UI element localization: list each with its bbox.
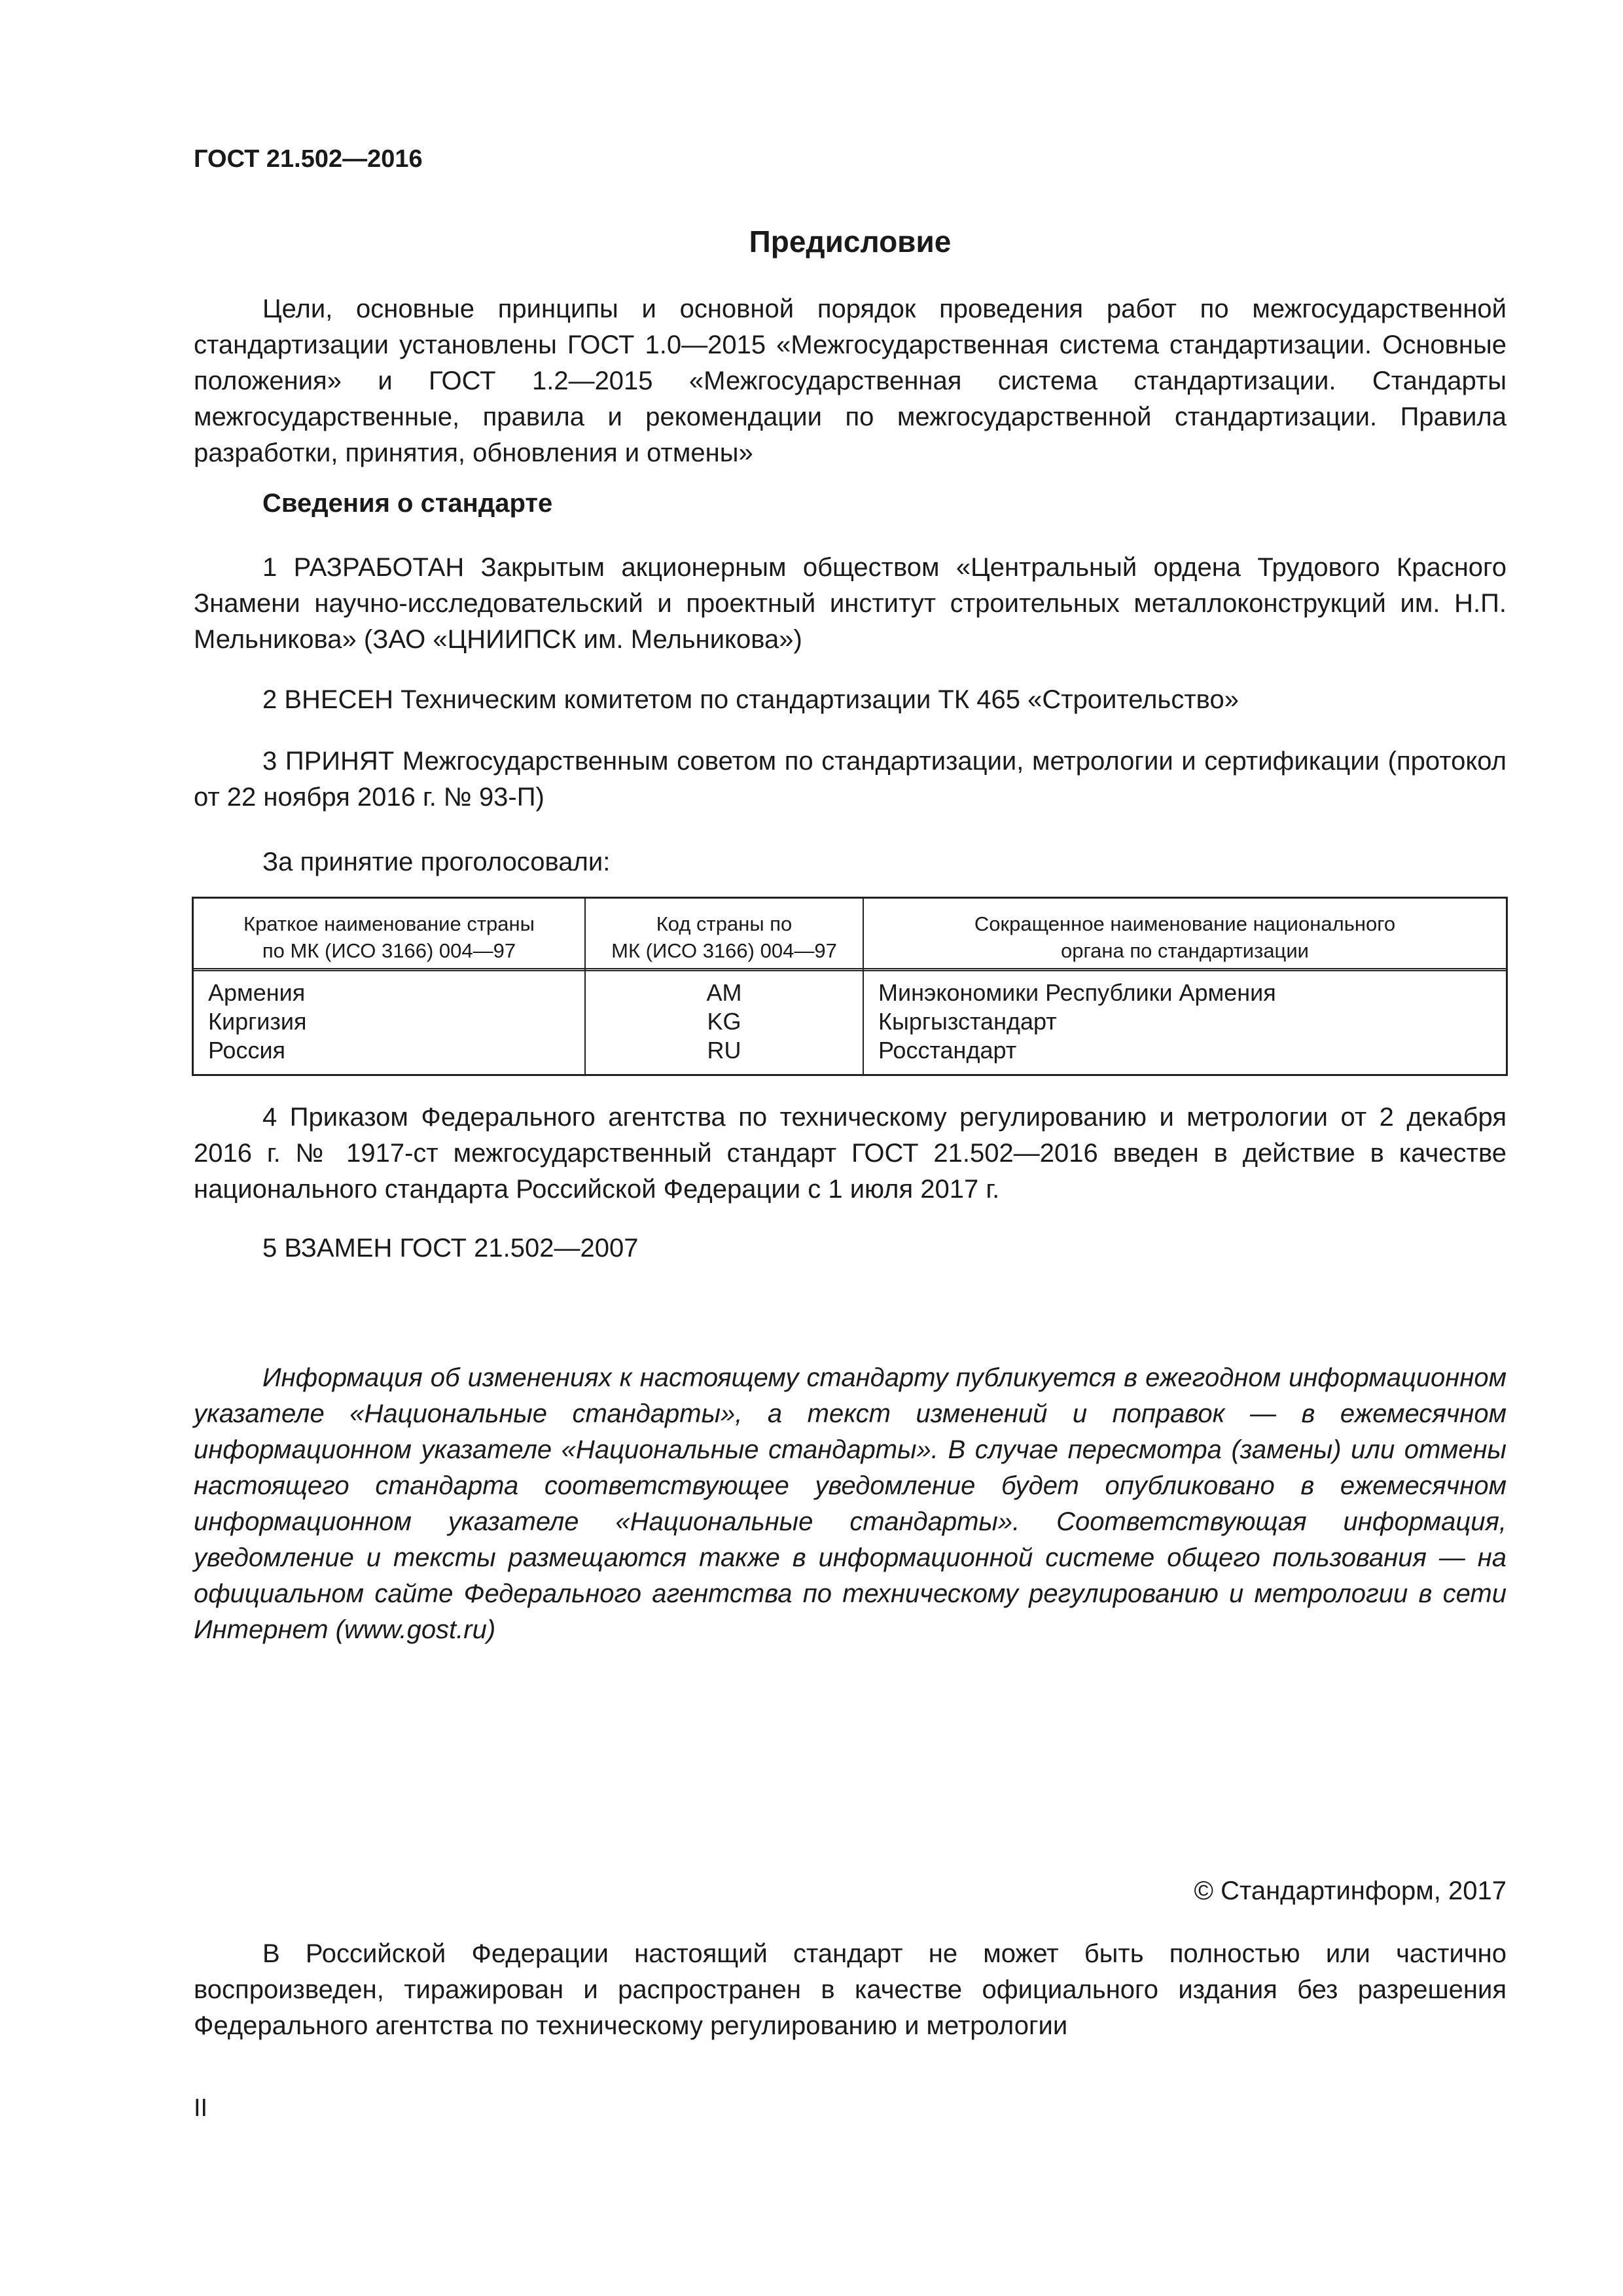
- table-column-body: [878, 978, 1276, 1065]
- legal-notice: В Российской Федерации настоящий стандарт не может быть полностью или частично воспроизведен, тиражирован и распространен в качестве официального издания без разрешения Федерального агентства по техническому регулированию и метрологии: [194, 1939, 1507, 2040]
- copyright: © Стандартинформ, 2017: [1194, 1876, 1507, 1905]
- changes-info-note: Информация об изменениях к настоящему стандарту публикуется в ежегодном информационном указателе «Национальные стандарты», а текст изменений и поправок — в ежемесячном информационном указателе «Национальные стандарты». В случае пересмотра (замены) или отмены настоящего стандарта соответствующее уведомление будет опубликовано в ежемесячном информационном указателе «Национальные стандарты». Соответствующая информация, уведомление и тексты размещаются также в информационной системе общего пользования — на официальном сайте Федерального агентства по техническому регулированию и метрологии в сети Интернет (www.gost.ru): [194, 1363, 1507, 1644]
- vote-label: За принятие проголосовали:: [262, 848, 611, 876]
- table-cell: RU: [707, 1037, 741, 1064]
- intro-paragraph: Цели, основные принципы и основной порядок проведения работ по межгосударственной стандартизации установлены ГОСТ 1.0—2015 «Межгосударственная система стандартизации. Основные положения» и ГОСТ 1.2—2015 «Межгосударственная система стандартизации. Стандарты межгосударственные, правила и рекомендации по межгосударственной стандартизации. Правила разработки, принятия, обновления и отмены»: [194, 295, 1507, 467]
- section-heading: Сведения о стандарте: [262, 489, 553, 518]
- item-developed: 1 РАЗРАБОТАН Закрытым акционерным обществом «Центральный ордена Трудового Красного Знамени научно-исследовательский и проектный институт строительных металлоконструкций им. Н.П. Мельникова» (ЗАО «ЦНИИПСК им. Мельникова»): [194, 553, 1507, 654]
- item-replaces: 5 ВЗАМЕН ГОСТ 21.502—2007: [262, 1234, 639, 1263]
- table-header-country: Краткое наименование страны по МК (ИСО 3166) 004—97: [243, 912, 535, 962]
- page-title: Предисловие: [749, 224, 952, 259]
- table-cell: Армения: [208, 979, 306, 1006]
- table-header-body: Сокращенное наименование национального органа по стандартизации: [974, 912, 1396, 962]
- table-cell: Киргизия: [208, 1008, 307, 1035]
- page-number: II: [194, 2094, 208, 2122]
- table-column-code: [586, 978, 863, 1065]
- item-adopted: 3 ПРИНЯТ Межгосударственным советом по стандартизации, метрологии и сертификации (протокол от 22 ноября 2016 г. № 93-П): [194, 747, 1507, 812]
- document-code: ГОСТ 21.502—2016: [194, 145, 423, 173]
- table-cell: Росстандарт: [878, 1037, 1017, 1064]
- table-cell: Минэкономики Республики Армения: [878, 979, 1276, 1006]
- table-cell: KG: [707, 1008, 741, 1035]
- item-enacted: 4 Приказом Федерального агентства по техническому регулированию и метрологии от 2 декабря 2016 г. № 1917-ст межгосударственный стандарт ГОСТ 21.502—2016 введен в действие в качестве национального стандарта Российской Федерации с 1 июля 2017 г.: [194, 1103, 1507, 1204]
- table-header-code: Код страны по МК (ИСО 3166) 004—97: [611, 912, 837, 962]
- table-cell: AM: [706, 979, 742, 1006]
- table-cell: Кыргызстандарт: [878, 1008, 1057, 1035]
- table-header-rule: [194, 968, 1506, 971]
- item-introduced: 2 ВНЕСЕН Техническим комитетом по стандартизации ТК 465 «Строительство»: [262, 685, 1239, 714]
- table-cell: Россия: [208, 1037, 286, 1064]
- table-column-country: [208, 978, 306, 1065]
- voting-table: [192, 897, 1508, 1076]
